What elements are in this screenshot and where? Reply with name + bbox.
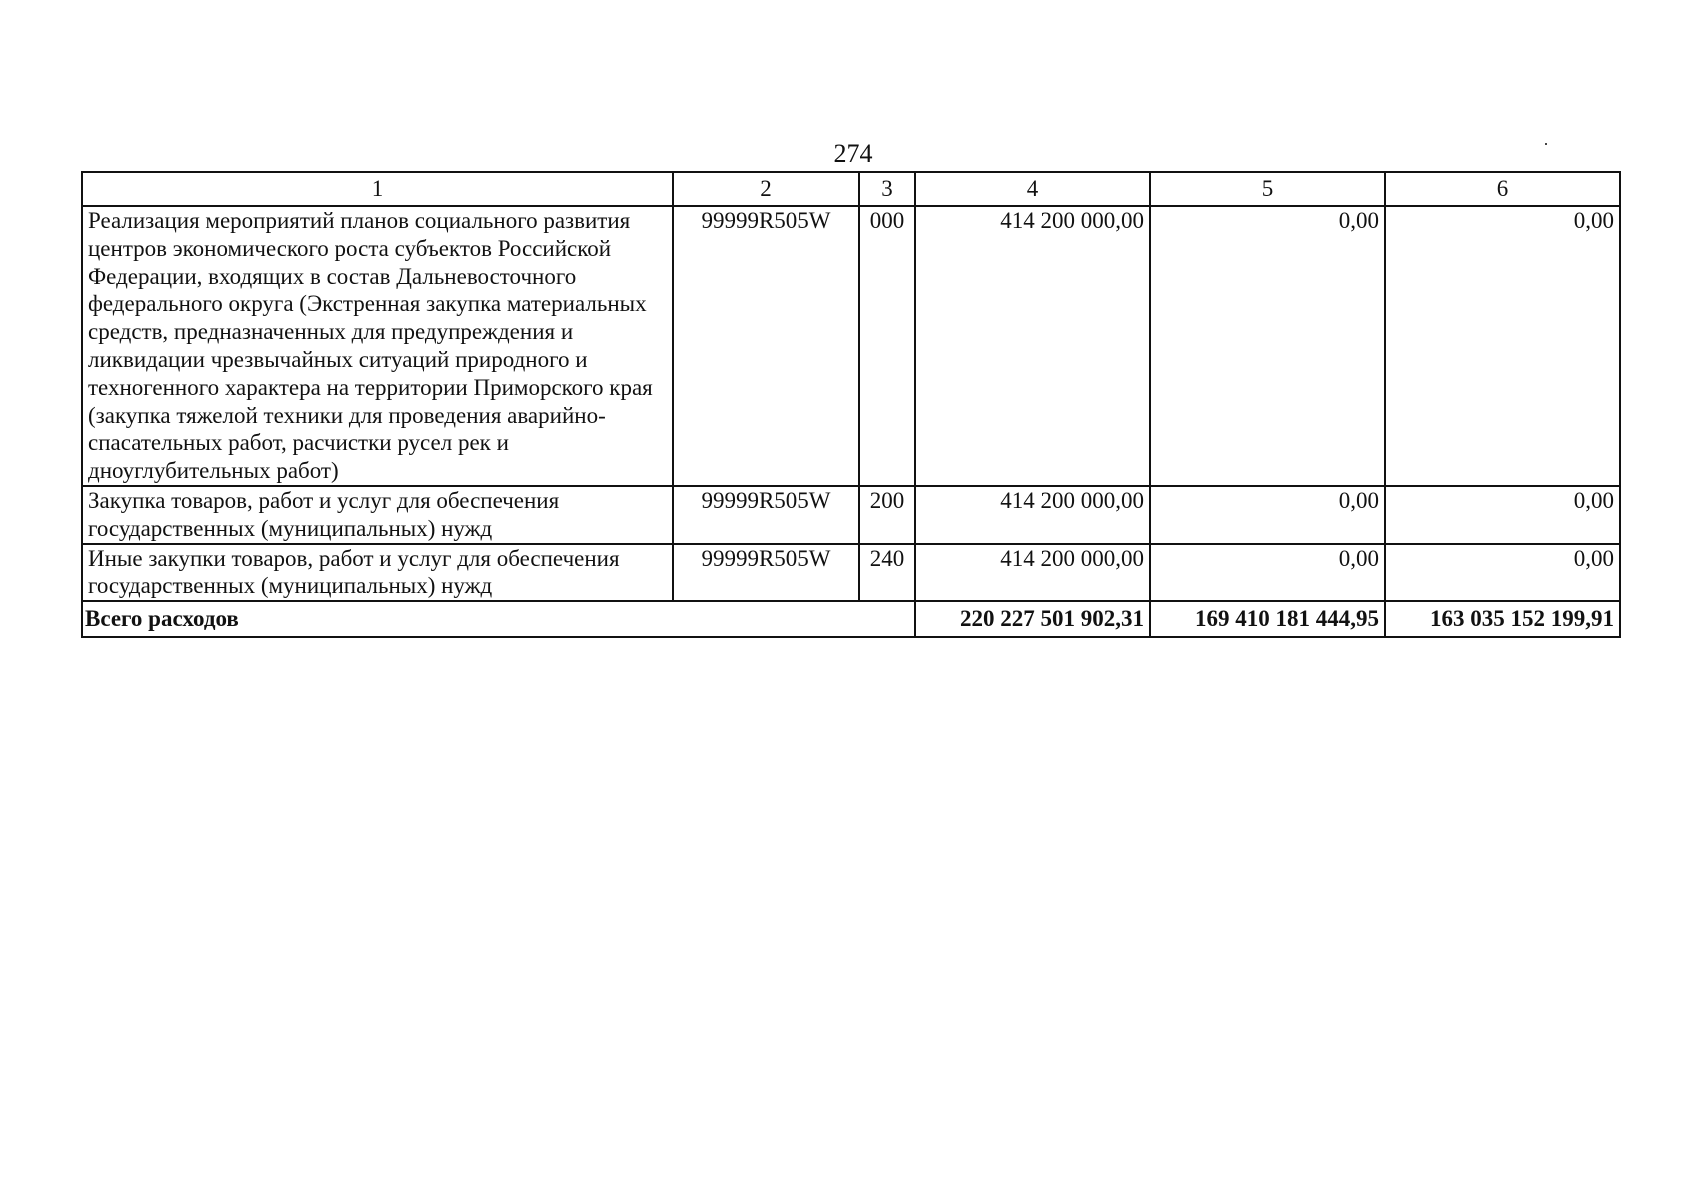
table-row [82, 206, 1620, 486]
total-row [82, 601, 1620, 637]
column-number-5: 5 [1150, 172, 1385, 206]
total-amount-col4: 220 227 501 902,31 [915, 601, 1150, 637]
row-target-article: 99999R505W [673, 486, 859, 544]
row-amount-col6: 0,00 [1385, 544, 1620, 602]
total-amount-col6: 163 035 152 199,91 [1385, 601, 1620, 637]
row-target-article: 99999R505W [673, 544, 859, 602]
column-number-row [82, 172, 1620, 206]
row-name: Закупка товаров, работ и услуг для обеспечения государственных (муниципальных) нужд [82, 486, 673, 544]
scan-speck [1545, 143, 1547, 145]
row-name: Иные закупки товаров, работ и услуг для обеспечения государственных (муниципальных) нужд [82, 544, 673, 602]
table-row [82, 486, 1620, 544]
column-number-6: 6 [1385, 172, 1620, 206]
page-number: 274 [833, 139, 873, 168]
row-amount-col5: 0,00 [1150, 206, 1385, 486]
table-row [82, 544, 1620, 602]
row-expense-type: 000 [859, 206, 915, 486]
row-amount-col5: 0,00 [1150, 486, 1385, 544]
total-amount-col5: 169 410 181 444,95 [1150, 601, 1385, 637]
column-number-4: 4 [915, 172, 1150, 206]
row-amount-col4: 414 200 000,00 [915, 544, 1150, 602]
row-amount-col4: 414 200 000,00 [915, 206, 1150, 486]
column-number-2: 2 [673, 172, 859, 206]
budget-table [81, 171, 1621, 638]
row-amount-col5: 0,00 [1150, 544, 1385, 602]
row-target-article: 99999R505W [673, 206, 859, 486]
column-number-3: 3 [859, 172, 915, 206]
row-name: Реализация мероприятий планов социального развития центров экономического роста субъектов Российской Федерации, входящих в состав Дальневосточного федерального округа (Экстренная закупка материальных средств, предназначенных для предупреждения и ликвидации чрезвычайных ситуаций природного и техногенного характера на территории Приморского края (закупка тяжелой техники для проведения аварийно-спасательных работ, расчистки русел рек и дноуглубительных работ) [82, 206, 673, 486]
column-number-1: 1 [82, 172, 673, 206]
total-label: Всего расходов [82, 601, 915, 637]
row-amount-col6: 0,00 [1385, 486, 1620, 544]
row-amount-col4: 414 200 000,00 [915, 486, 1150, 544]
row-amount-col6: 0,00 [1385, 206, 1620, 486]
row-expense-type: 240 [859, 544, 915, 602]
row-expense-type: 200 [859, 486, 915, 544]
